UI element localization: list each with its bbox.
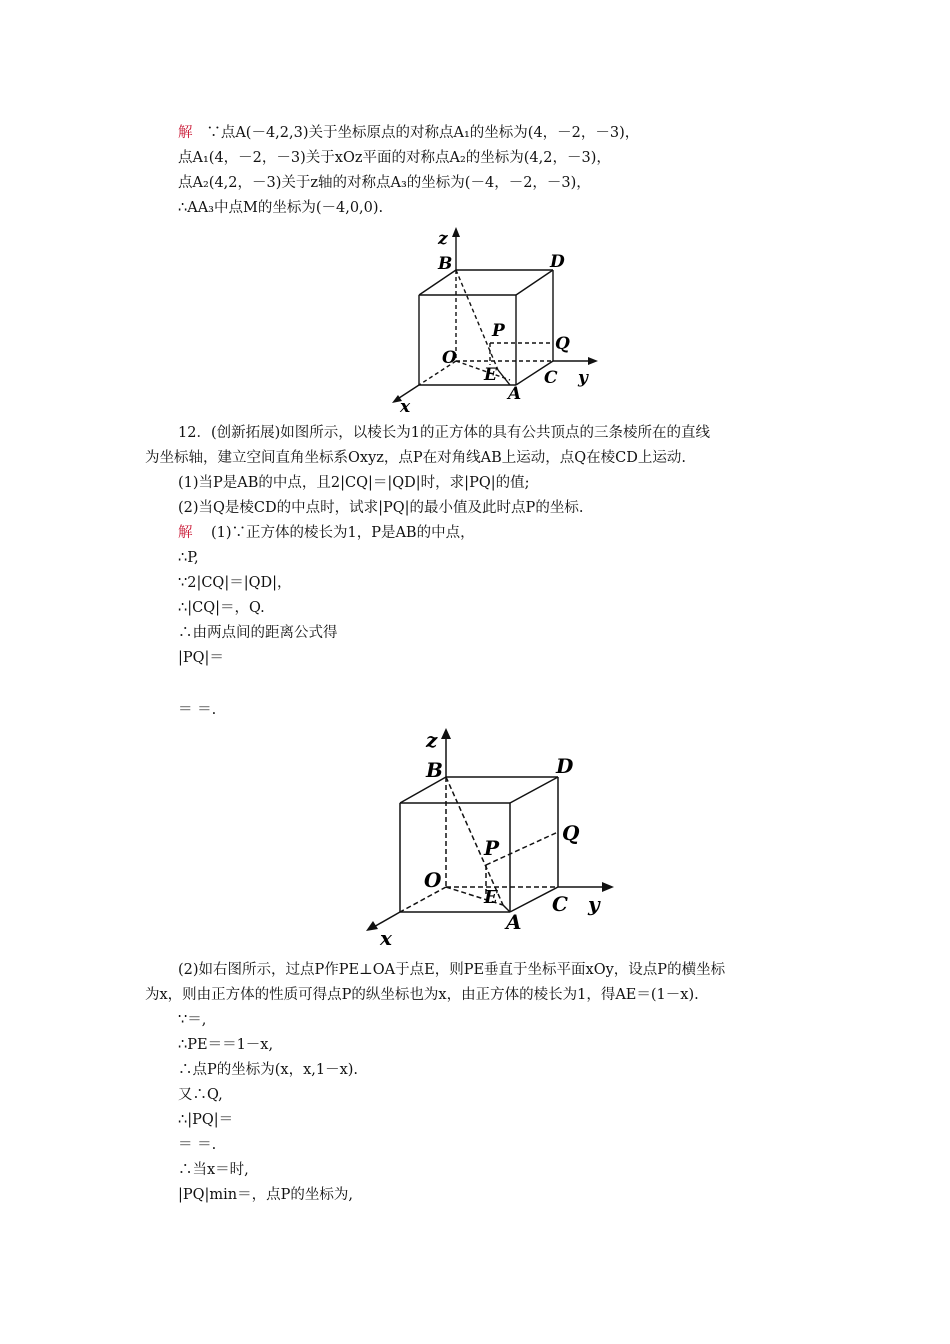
solution-line-4: ∴AA₃中点M的坐标为(－4,0,0).: [178, 200, 384, 216]
segment-OA: [456, 361, 510, 380]
cube-figure-2: [358, 725, 620, 950]
y-arrow: [588, 357, 598, 365]
answer-line-4: ∴|CQ|＝，Q.: [178, 600, 265, 616]
label-P: P: [492, 321, 505, 341]
part2-line-9: ∴当x＝时,: [178, 1162, 249, 1178]
answer-text: (1)∵正方体的棱长为1，P是AB的中点，: [210, 525, 475, 541]
z-arrow: [452, 227, 460, 237]
edge-AC-2: [510, 887, 558, 912]
edge-to-A: [498, 370, 510, 385]
question-2: (2)当Q是棱CD的中点时，试求|PQ|的最小值及此时点P的坐标.: [178, 500, 584, 516]
part2-line-1: (2)如右图所示，过点P作PE⊥OA于点E，则PE垂直于坐标平面xOy，设点P的横坐标: [178, 962, 726, 978]
edge-top-right: [516, 270, 553, 295]
solution-marker: 解: [178, 125, 193, 141]
cube-diagram-2: [358, 725, 620, 950]
solution-marker-2: 解: [178, 525, 193, 541]
answer-line-2: ∴P,: [178, 550, 199, 566]
label-B-2: B: [426, 758, 443, 782]
label-Q: Q: [555, 334, 570, 354]
label-B: B: [438, 254, 453, 274]
label-P-2: P: [484, 836, 500, 860]
label-C: C: [544, 368, 558, 388]
label-y-2: y: [588, 892, 600, 916]
label-z-2: z: [426, 728, 438, 752]
part2-line-3: ∵＝,: [178, 1012, 207, 1028]
diagonal-BA: [456, 270, 498, 370]
label-O: O: [442, 348, 457, 368]
part2-line-8: ＝ ＝.: [178, 1137, 217, 1153]
question-1: (1)当P是AB的中点，且2|CQ|＝|QD|时，求|PQ|的值;: [178, 475, 530, 491]
label-x-2: x: [380, 926, 392, 950]
label-O-2: O: [424, 868, 442, 892]
z-arrow-2: [441, 728, 451, 739]
label-E: E: [484, 365, 497, 385]
label-D-2: D: [556, 754, 574, 778]
label-x: x: [400, 397, 411, 415]
part2-line-10: |PQ|min＝，点P的坐标为,: [178, 1187, 354, 1203]
problem-line-1: 12．(创新拓展)如图所示，以棱长为1的正方体的具有公共顶点的三条棱所在的直线: [178, 425, 710, 441]
label-C-2: C: [552, 892, 568, 916]
solution-line-2: 点A₁(4，－2，－3)关于xOz平面的对称点A₂的坐标为(4,2，－3)，: [178, 150, 611, 166]
part2-line-2: 为x，则由正方体的性质可得点P的纵坐标也为x，由正方体的棱长为1，得AE＝(1－x).: [145, 987, 699, 1003]
label-A-2: A: [506, 910, 522, 934]
answer-line-6: |PQ|＝: [178, 650, 224, 666]
answer-line-3: ∵2|CQ|＝|QD|，: [178, 575, 292, 591]
label-A: A: [508, 384, 522, 404]
part2-line-4: ∴PE＝＝1－x,: [178, 1037, 274, 1053]
label-z: z: [438, 229, 448, 249]
solution-line-1: [178, 123, 639, 143]
part2-line-6: 又∴Q,: [178, 1087, 223, 1103]
part2-line-5: ∴点P的坐标为(x，x,1－x).: [178, 1062, 359, 1078]
solution-line-3: 点A₂(4,2，－3)关于z轴的对称点A₃的坐标为(－4，－2，－3)，: [178, 175, 591, 191]
y-arrow-2: [602, 882, 614, 892]
cube-diagram-1: [380, 225, 600, 415]
label-y: y: [578, 368, 588, 388]
edge-top-right-2: [510, 777, 558, 803]
answer-line-1: [178, 523, 475, 543]
cube-figure-1: [380, 225, 600, 415]
answer-line-5: ∴由两点间的距离公式得: [178, 625, 338, 641]
label-D: D: [550, 252, 565, 272]
label-Q-2: Q: [562, 821, 580, 845]
label-E-2: E: [484, 887, 498, 908]
solution-text: ∵点A(－4,2,3)关于坐标原点的对称点A₁的坐标为(4，－2，－3)，: [206, 125, 640, 141]
part2-line-7: ∴|PQ|＝: [178, 1112, 234, 1128]
answer-line-7: ＝ ＝.: [178, 702, 217, 718]
problem-line-2: 为坐标轴，建立空间直角坐标系Oxyz，点P在对角线AB上运动，点Q在棱CD上运动.: [145, 450, 686, 466]
